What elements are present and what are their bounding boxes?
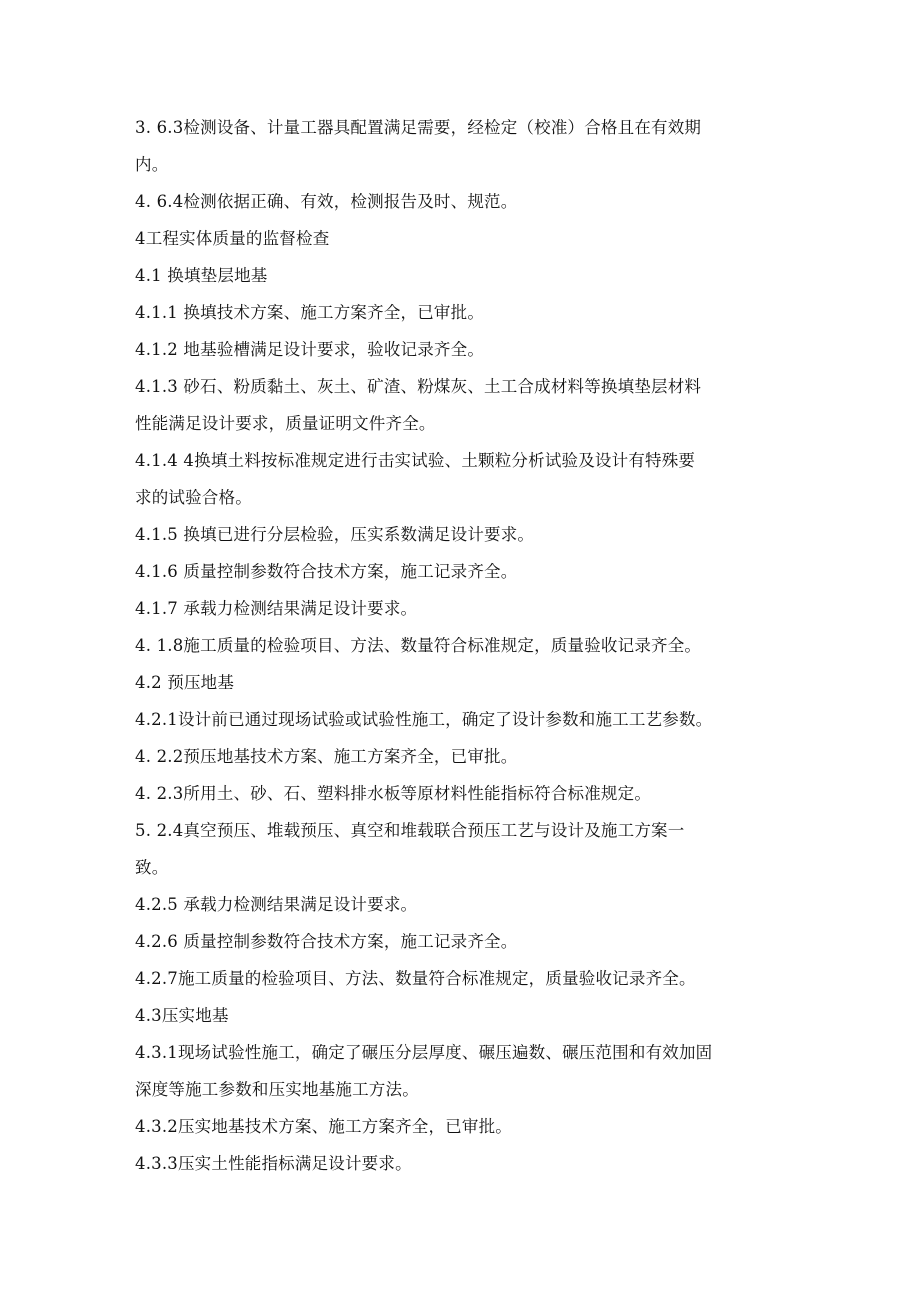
text-line: 4.1.7 承载力检测结果满足设计要求。	[135, 599, 418, 618]
text-line: 致。	[135, 858, 169, 877]
text-line: 4.1.6 质量控制参数符合技术方案，施工记录齐全。	[135, 562, 518, 581]
document-body	[135, 109, 785, 1182]
subsection-heading: 4.2 预压地基	[135, 673, 235, 692]
text-line: 性能满足设计要求，质量证明文件齐全。	[135, 414, 436, 433]
text-line: 4. 2.2预压地基技术方案、施工方案齐全，已审批。	[135, 747, 518, 766]
text-line: 4.1.3 砂石、粉质黏土、灰土、矿渣、粉煤灰、土工合成材料等换填垫层材料	[135, 377, 702, 396]
text-line: 4. 1.8施工质量的检验项目、方法、数量符合标准规定，质量验收记录齐全。	[135, 636, 702, 655]
text-line: 4.2.6 质量控制参数符合技术方案，施工记录齐全。	[135, 932, 518, 951]
text-line: 4.2.7施工质量的检验项目、方法、数量符合标准规定，质量验收记录齐全。	[135, 969, 696, 988]
subsection-heading: 4.3压实地基	[135, 1006, 229, 1025]
section-heading: 4工程实体质量的监督检查	[135, 229, 330, 248]
text-line: 求的试验合格。	[135, 488, 252, 507]
text-line: 3. 6.3检测设备、计量工器具配置满足需要，经检定（校准）合格且在有效期	[135, 118, 702, 137]
text-line: 4.1.1 换填技术方案、施工方案齐全，已审批。	[135, 303, 485, 322]
text-line: 4.1.5 换填已进行分层检验，压实系数满足设计要求。	[135, 525, 535, 544]
text-line: 4.3.1现场试验性施工，确定了碾压分层厚度、碾压遍数、碾压范围和有效加固	[135, 1043, 713, 1062]
text-line: 4.3.3压实土性能指标满足设计要求。	[135, 1154, 412, 1173]
text-line: 4.2.5 承载力检测结果满足设计要求。	[135, 895, 418, 914]
text-line: 4.3.2压实地基技术方案、施工方案齐全，已审批。	[135, 1117, 512, 1136]
text-line: 4. 2.3所用土、砂、石、塑料排水板等原材料性能指标符合标准规定。	[135, 784, 652, 803]
text-line: 内。	[135, 155, 169, 174]
text-line: 深度等施工参数和压实地基施工方法。	[135, 1080, 419, 1099]
text-line: 4.2.1设计前已通过现场试验或试验性施工，确定了设计参数和施工工艺参数。	[135, 710, 713, 729]
text-line: 4.1.4 4换填土料按标准规定进行击实试验、土颗粒分析试验及设计有特殊要	[135, 451, 696, 470]
text-line: 4. 6.4检测依据正确、有效，检测报告及时、规范。	[135, 192, 518, 211]
text-line: 5. 2.4真空预压、堆载预压、真空和堆载联合预压工艺与设计及施工方案一	[135, 821, 685, 840]
subsection-heading: 4.1 换填垫层地基	[135, 266, 268, 285]
text-line: 4.1.2 地基验槽满足设计要求，验收记录齐全。	[135, 340, 485, 359]
